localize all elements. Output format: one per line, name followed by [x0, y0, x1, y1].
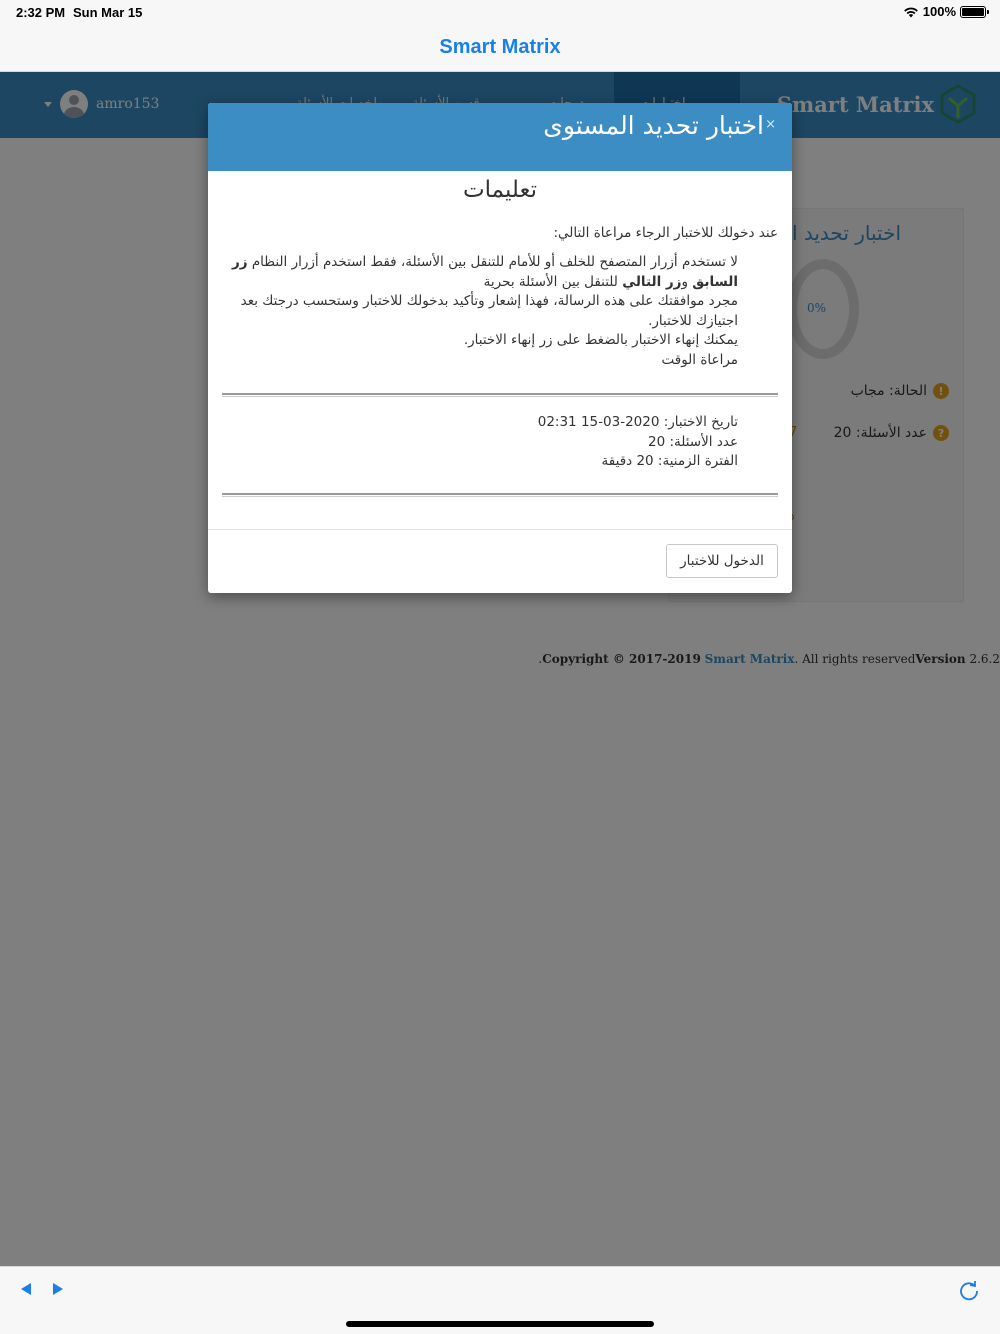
- home-indicator: [346, 1321, 654, 1327]
- exam-info: [538, 413, 738, 472]
- instructions-heading: تعليمات: [462, 177, 537, 203]
- back-arrow-icon[interactable]: [18, 1281, 34, 1297]
- modal-footer: [208, 529, 792, 593]
- next-button-ref: زر التالي: [622, 273, 682, 290]
- battery-icon: [960, 6, 986, 18]
- divider: [222, 393, 778, 397]
- status-time: 2:32 PM: [16, 5, 66, 20]
- modal-header: [208, 103, 792, 171]
- status-bar: [0, 0, 1000, 24]
- battery-percent: 100%: [922, 4, 956, 19]
- app-title: Smart Matrix: [439, 36, 561, 58]
- bottom-toolbar: [0, 1266, 1000, 1334]
- divider: [222, 493, 778, 497]
- modal-title: اختبار تحديد المستوى: [543, 111, 764, 140]
- enter-exam-button[interactable]: الدخول للاختبار: [666, 544, 778, 578]
- instructions-intro: عند دخولك للاختبار الرجاء مراعاة التالي:: [553, 225, 778, 241]
- instruction-line-3: يمكنك إنهاء الاختبار بالضغط على زر إنهاء الاختبار.: [463, 332, 738, 348]
- instructions-modal: [208, 103, 792, 593]
- prev-button-ref: زر السابق: [231, 254, 738, 290]
- exam-date: تاريخ الاختبار: 2020-03-15 02:31: [537, 414, 738, 430]
- instruction-line-2: مجرد موافقتك على هذه الرسالة، فهذا إشعار وتأكيد بدخولك للاختبار وستحسب درجتك بعد اجتيازك للاختبار.: [240, 293, 738, 329]
- reload-icon[interactable]: [958, 1279, 980, 1301]
- exam-duration: الفترة الزمنية: 20 دقيقة: [601, 453, 738, 469]
- close-icon[interactable]: ×: [765, 117, 776, 132]
- instructions-list: [222, 253, 738, 370]
- status-date: Sun Mar 15: [73, 5, 143, 20]
- instruction-line-1: لا تستخدم أزرار المتصفح للخلف أو للأمام للتنقل بين الأسئلة، فقط استخدم أزرار النظام زر السابق وزر التالي للتنقل بين الأسئلة بحرية: [231, 254, 738, 290]
- instruction-line-4: مراعاة الوقت: [661, 351, 738, 368]
- modal-body: [208, 171, 792, 529]
- status-indicators: [903, 4, 986, 19]
- forward-arrow-icon[interactable]: [50, 1281, 66, 1297]
- exam-question-count: عدد الأسئلة: 20: [647, 433, 738, 450]
- wifi-icon: [903, 6, 919, 18]
- app-bar: [0, 24, 1000, 72]
- webview: [0, 72, 1000, 1266]
